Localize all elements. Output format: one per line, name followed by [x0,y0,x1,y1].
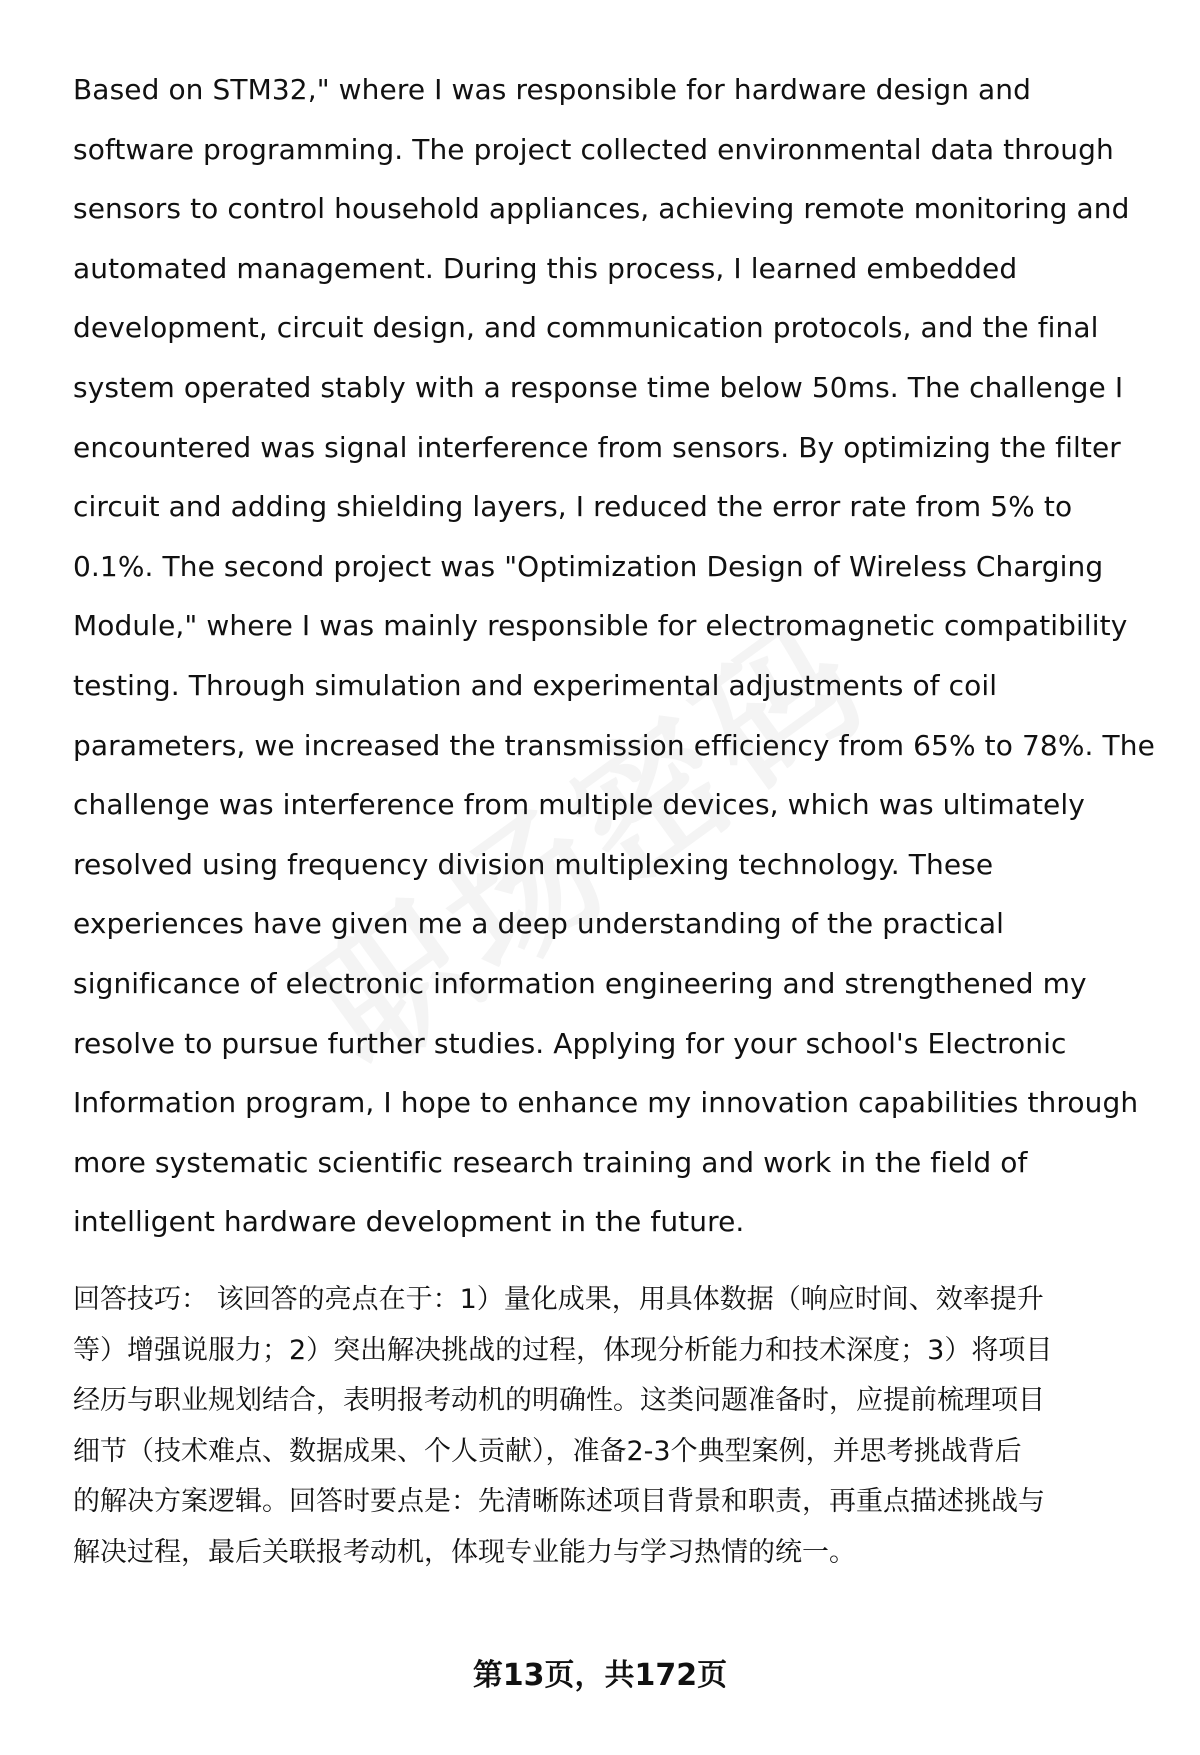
answer-line: testing. Through simulation and experimental adjustments of coil [73,668,998,702]
tips-line: 回答技巧： 该回答的亮点在于：1）量化成果，用具体数据（响应时间、效率提升 [73,1284,1044,1315]
tips-line: 经历与职业规划结合，表明报考动机的明确性。这类问题准备时，应提前梳理项目 [73,1385,1045,1416]
answer-line: 0.1%. The second project was "Optimization Design of Wireless Charging [73,549,1104,583]
answer-line: challenge was interference from multiple devices, which was ultimately [73,788,1085,822]
answer-tips [73,1275,1153,1578]
answer-line: parameters, we increased the transmission efficiency from 65% to 78%. The [73,728,1155,762]
answer-line: experiences have given me a deep understanding of the practical [73,907,1005,941]
answer-line: system operated stably with a response time below 50ms. The challenge I [73,370,1124,404]
answer-line: development, circuit design, and communication protocols, and the final [73,311,1099,345]
answer-line: resolved using frequency division multiplexing technology. These [73,847,994,881]
answer-line: automated management. During this process, I learned embedded [73,251,1018,285]
answer-line: software programming. The project collected environmental data through [73,132,1114,166]
answer-line: resolve to pursue further studies. Applying for your school's Electronic [73,1026,1067,1060]
answer-line: more systematic scientific research training and work in the field of [73,1145,1028,1179]
page-number: 第13页，共172页 [472,1658,728,1693]
answer-body [73,60,1153,1252]
tips-line: 细节（技术难点、数据成果、个人贡献），准备2-3个典型案例，并思考挑战背后 [73,1435,1022,1467]
tips-line: 解决过程，最后关联报考动机，体现专业能力与学习热情的统一。 [73,1536,856,1568]
answer-line: circuit and adding shielding layers, I reduced the error rate from 5% to [73,490,1073,524]
tips-line: 的解决方案逻辑。回答时要点是：先清晰陈述项目背景和职责，再重点描述挑战与 [73,1486,1045,1517]
answer-line: Information program, I hope to enhance my innovation capabilities through [73,1086,1139,1120]
tips-line: 等）增强说服力；2）突出解决挑战的过程，体现分析能力和技术深度；3）将项目 [73,1334,1053,1366]
answer-line: Module," where I was mainly responsible for electromagnetic compatibility [73,609,1128,643]
answer-line: Based on STM32," where I was responsible for hardware design and [73,73,1032,106]
answer-line: intelligent hardware development in the future. [73,1205,745,1239]
answer-line: sensors to control household appliances, achieving remote monitoring and [73,192,1130,226]
answer-line: encountered was signal interference from sensors. By optimizing the filter [73,430,1121,464]
answer-line: significance of electronic information engineering and strengthened my [73,966,1087,1000]
